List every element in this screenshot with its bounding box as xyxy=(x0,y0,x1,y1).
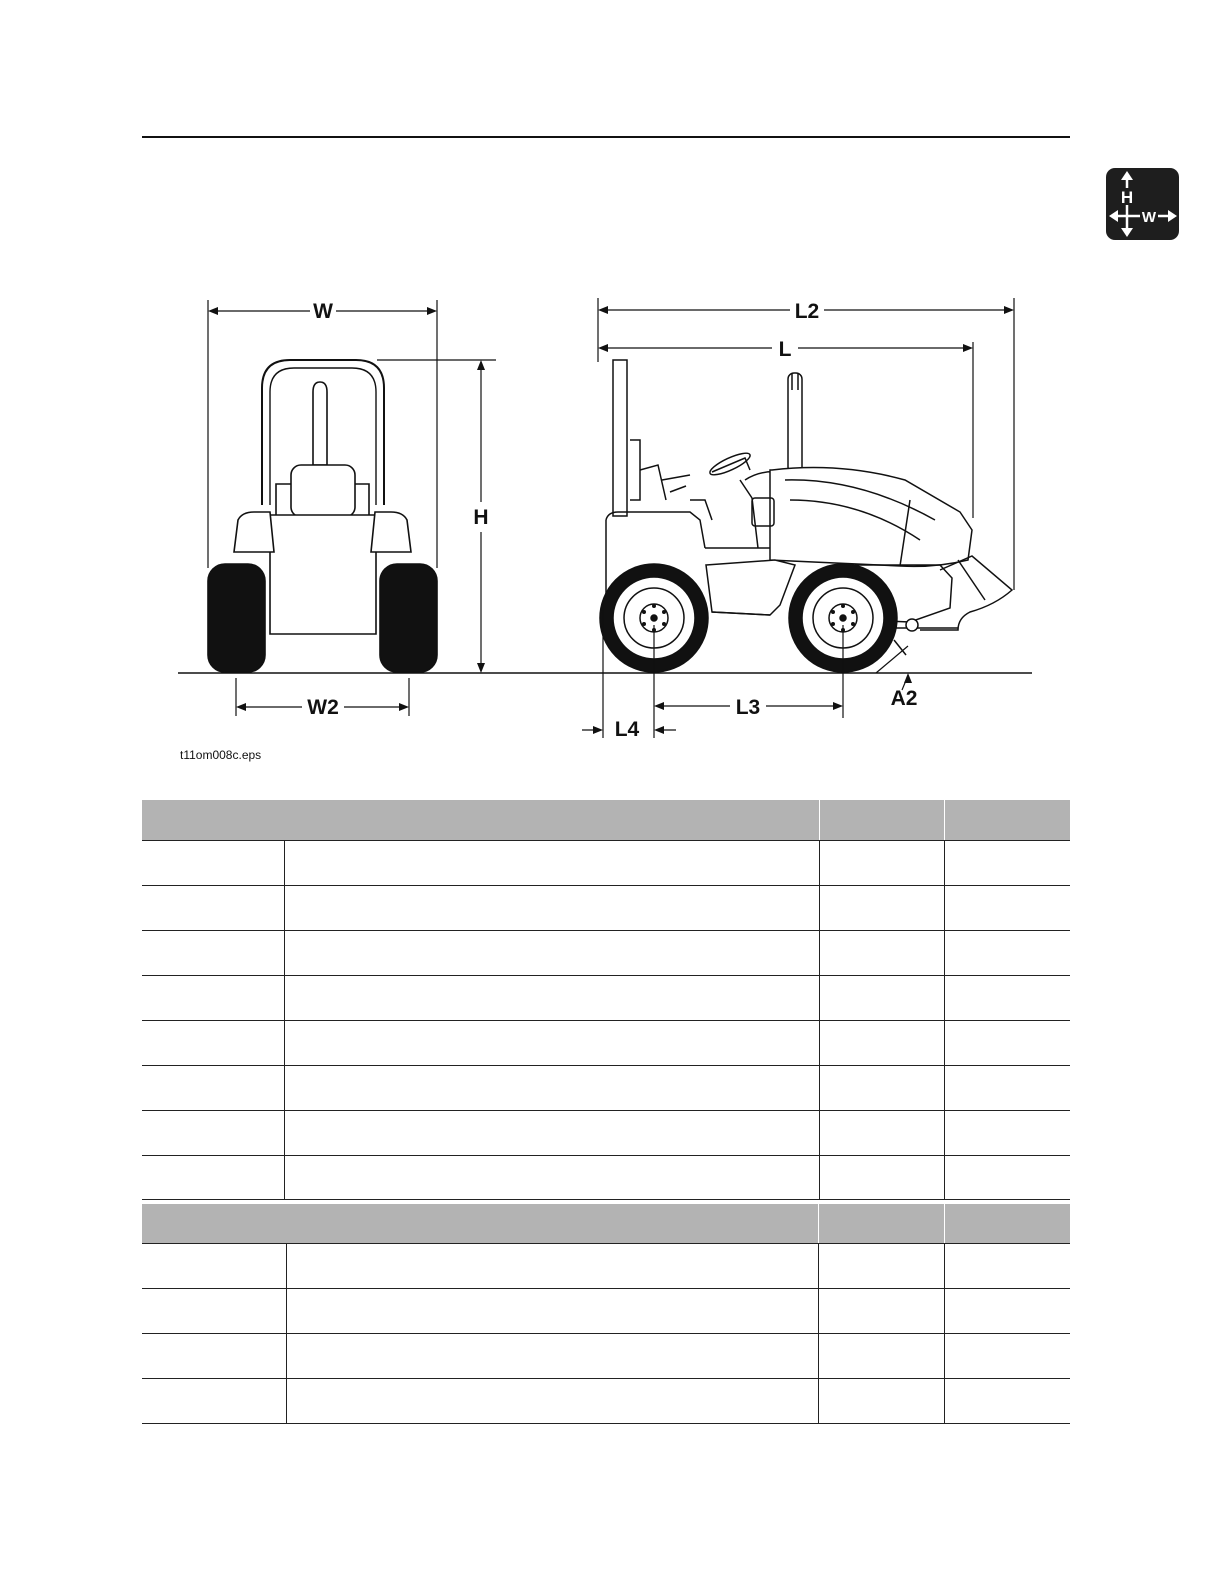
table-cell xyxy=(819,1155,944,1199)
table-cell xyxy=(142,885,284,930)
dim-label-w2: W2 xyxy=(307,696,339,719)
table-cell xyxy=(284,930,819,975)
table-cell xyxy=(142,1288,286,1333)
table-row xyxy=(142,1333,1070,1378)
table-cell xyxy=(284,1110,819,1155)
dim-label-l: L xyxy=(778,338,792,361)
table-cell xyxy=(944,1155,1070,1199)
table-cell xyxy=(819,1020,944,1065)
dim-label-h: H xyxy=(473,506,489,529)
table-cell xyxy=(819,1110,944,1155)
table-row xyxy=(142,930,1070,975)
table-row xyxy=(142,1065,1070,1110)
table-cell xyxy=(819,930,944,975)
table-row xyxy=(142,975,1070,1020)
table-cell xyxy=(286,1378,818,1423)
table-cell xyxy=(944,1288,1070,1333)
dim-label-l2: L2 xyxy=(794,300,820,323)
dimensions-table-2 xyxy=(142,1204,1070,1424)
dim-label-w: W xyxy=(313,300,333,323)
table-header-cell xyxy=(142,800,819,840)
table-cell xyxy=(944,1378,1070,1423)
badge-h-label: H xyxy=(1120,188,1134,207)
table-cell xyxy=(944,1020,1070,1065)
side-view-machine xyxy=(600,360,1012,672)
dim-label-l3: L3 xyxy=(735,696,761,719)
table-header-cell xyxy=(818,1204,944,1243)
figure-filename: t11om008c.eps xyxy=(180,748,262,762)
table-header-row xyxy=(142,1204,1070,1243)
front-right-tire xyxy=(380,564,437,672)
table-row xyxy=(142,1020,1070,1065)
table-cell xyxy=(286,1243,818,1288)
table-cell xyxy=(944,1110,1070,1155)
dimensions-icon xyxy=(1106,168,1179,240)
table-cell xyxy=(142,930,284,975)
table-cell xyxy=(944,930,1070,975)
table-cell xyxy=(142,1243,286,1288)
table-row xyxy=(142,1110,1070,1155)
table-cell xyxy=(944,885,1070,930)
table-cell xyxy=(819,1065,944,1110)
dim-label-l4: L4 xyxy=(614,718,640,741)
table-cell xyxy=(284,840,819,885)
table-cell xyxy=(944,1243,1070,1288)
table-header-cell xyxy=(944,1204,1070,1243)
table-cell xyxy=(818,1243,944,1288)
table-cell xyxy=(284,1020,819,1065)
table-cell xyxy=(819,840,944,885)
table-cell xyxy=(284,975,819,1020)
table-cell xyxy=(286,1288,818,1333)
table-cell xyxy=(142,1378,286,1423)
table-cell xyxy=(142,1110,284,1155)
table-cell xyxy=(142,1333,286,1378)
dimensions-badge xyxy=(1106,168,1179,240)
table-cell xyxy=(944,975,1070,1020)
machine-dimension-drawing xyxy=(170,290,1050,750)
table-cell xyxy=(142,1155,284,1199)
front-view-machine xyxy=(208,360,437,672)
table-row xyxy=(142,840,1070,885)
table-cell xyxy=(818,1333,944,1378)
table-row xyxy=(142,1378,1070,1423)
table-row xyxy=(142,1288,1070,1333)
table-header-cell xyxy=(944,800,1070,840)
table-cell xyxy=(944,1065,1070,1110)
table-cell xyxy=(944,840,1070,885)
table-header-cell xyxy=(142,1204,818,1243)
dim-label-a2: A2 xyxy=(890,687,918,710)
table-cell xyxy=(142,1020,284,1065)
badge-w-label: W xyxy=(1141,209,1157,226)
table-cell xyxy=(142,840,284,885)
table-row xyxy=(142,1243,1070,1288)
table-cell xyxy=(284,885,819,930)
table-cell xyxy=(284,1155,819,1199)
table-header-cell xyxy=(819,800,944,840)
table-cell xyxy=(284,1065,819,1110)
table-cell xyxy=(819,975,944,1020)
front-left-tire xyxy=(208,564,265,672)
table-row xyxy=(142,1155,1070,1199)
table-cell xyxy=(142,975,284,1020)
table-cell xyxy=(819,885,944,930)
table-cell xyxy=(818,1378,944,1423)
table-cell xyxy=(142,1065,284,1110)
table-row xyxy=(142,885,1070,930)
table-cell xyxy=(944,1333,1070,1378)
table-cell xyxy=(818,1288,944,1333)
dimensions-table-1 xyxy=(142,800,1070,1200)
table-header-row xyxy=(142,800,1070,840)
header-rule xyxy=(142,136,1070,138)
table-cell xyxy=(286,1333,818,1378)
